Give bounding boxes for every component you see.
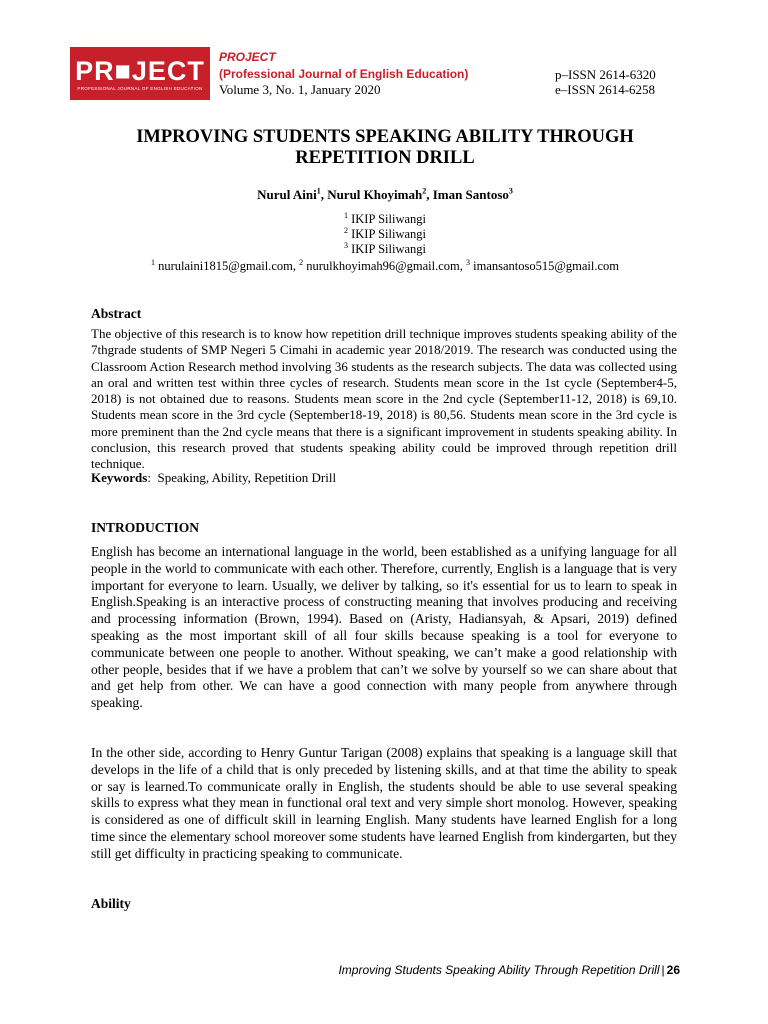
- affiliation-sup: 2: [343, 225, 348, 235]
- footer-separator: |: [661, 963, 665, 977]
- affiliation: [90, 212, 680, 227]
- affiliation-sup: 1: [343, 210, 348, 220]
- email-link[interactable]: imansantoso515@gmail.com: [473, 259, 620, 273]
- journal-logo: [70, 47, 210, 100]
- affiliation: [90, 227, 680, 242]
- keywords-text: Speaking, Ability, Repetition Drill: [157, 470, 337, 485]
- email-sup: 1: [150, 257, 155, 267]
- ability-heading: Ability: [91, 896, 131, 911]
- author-name: Nurul Aini: [257, 187, 317, 202]
- logo-word: PR■JECT: [75, 55, 205, 86]
- journal-short-name: PROJECT: [219, 50, 276, 64]
- title-line-1: IMPROVING STUDENTS SPEAKING ABILITY THROUGH: [136, 127, 634, 147]
- author-sup: 1: [316, 186, 321, 196]
- abstract-text: The objective of this research is to know how repetition drill technique improves students speaking ability of the 7thgrade students of SMP Negeri 5 Cimahi in academic year 2018/2019. The research was conducted using the Classroom Action Research method involving 36 students as the research subjects. The data was collected using an oral and written test within three cycles of research. Students mean score in the 1st cycle (September4-5, 2018) is not obtained due to reasons. Students mean score in the 2nd cycle (September11-12, 2018) is 69,10. Students mean score in the 3rd cycle (September18-19, 2018) is 80,56. Students mean score in the 3rd cycle is more preminent than the 2nd cycle means that there is a significant improvement in students speaking ability. In conclusion, this research proved that students speaking ability could be improved through repetition drill technique.: [91, 326, 677, 472]
- logo-subtitle: PROFESSIONAL JOURNAL OF ENGLISH EDUCATION: [77, 85, 203, 91]
- affiliation-name: IKIP Siliwangi: [351, 242, 426, 256]
- affiliation-name: IKIP Siliwangi: [351, 212, 426, 226]
- author-sup: 3: [508, 186, 513, 196]
- running-title: Improving Students Speaking Ability Through Repetition Drill: [338, 963, 660, 977]
- email-link[interactable]: nurulkhoyimah96@gmail.com,: [306, 259, 463, 273]
- introduction-paragraph-2: In the other side, according to Henry Guntur Tarigan (2008) explains that speaking is a language skill that develops in the life of a child that is only preceded by listening skills, and at that time the ability to speak or say is learned.To communicate orally in English, the students should be able to use several speaking skills to express what they mean in functional oral text and very simple short monolog. However, speaking is considered as one of difficult skill in learning English. Many students have learned English for a long time since the elementary school moreover some students have learned English from kindergarten, but they still get difficulty in practicing speaking to communicate.: [91, 745, 677, 861]
- affiliation: [90, 242, 680, 257]
- email-sup: 3: [466, 257, 471, 267]
- introduction-paragraph-1: English has become an international language in the world, been established as a unifying language for all people in the world to communicate with each other. Therefore, currently, English is a language that is very important for everyone to learn. Usually, we deliver by talking, so it's essential for us to learn to speak in English.Speaking is an interactive process of constructing meaning that involves producing and receiving and processing information (Brown, 1994). Based on (Aristy, Hadiansyah, & Apsari, 2019) defined speaking as the most important skill of all four skills because speaking is a tool for everyone to communicate between one people to another. Without speaking, we can’t make a good relationship with other people, besides that if we have a problem that can’t we solve by yourself so we can share about that and get help from other. We can have a good connection with many people from anywhere through speaking.: [91, 544, 677, 711]
- journal-volume: Volume 3, No. 1, January 2020: [219, 82, 381, 97]
- author-name: Nurul Khoyimah: [327, 187, 423, 202]
- journal-full-name: (Professional Journal of English Education): [219, 67, 469, 81]
- title-line-2: REPETITION DRILL: [295, 148, 475, 168]
- page-number: 26: [666, 963, 680, 977]
- introduction-heading: INTRODUCTION: [91, 520, 200, 535]
- affiliation-sup: 3: [343, 240, 348, 250]
- affiliation-name: IKIP Siliwangi: [351, 227, 426, 241]
- p-issn: p–ISSN 2614-6320: [555, 67, 656, 82]
- paper-title: [90, 127, 680, 169]
- author-emails: [90, 259, 680, 274]
- email-sup: 2: [299, 257, 304, 267]
- author-list: Nurul Aini$^1$, Nurul Khoyimah$^2$, Iman Santoso$^3$: [257, 186, 513, 202]
- author-name: Iman Santoso: [432, 187, 509, 202]
- e-issn: e–ISSN 2614-6258: [555, 82, 656, 97]
- page-footer: [338, 963, 680, 977]
- keywords-line: Keywords: Speaking, Ability, Repetition Drill: [91, 470, 337, 485]
- author-sup: 2: [422, 186, 427, 196]
- email-link[interactable]: nurulaini1815@gmail.com,: [158, 259, 296, 273]
- keywords-label: Keywords: [91, 470, 148, 485]
- abstract-heading: Abstract: [91, 306, 142, 321]
